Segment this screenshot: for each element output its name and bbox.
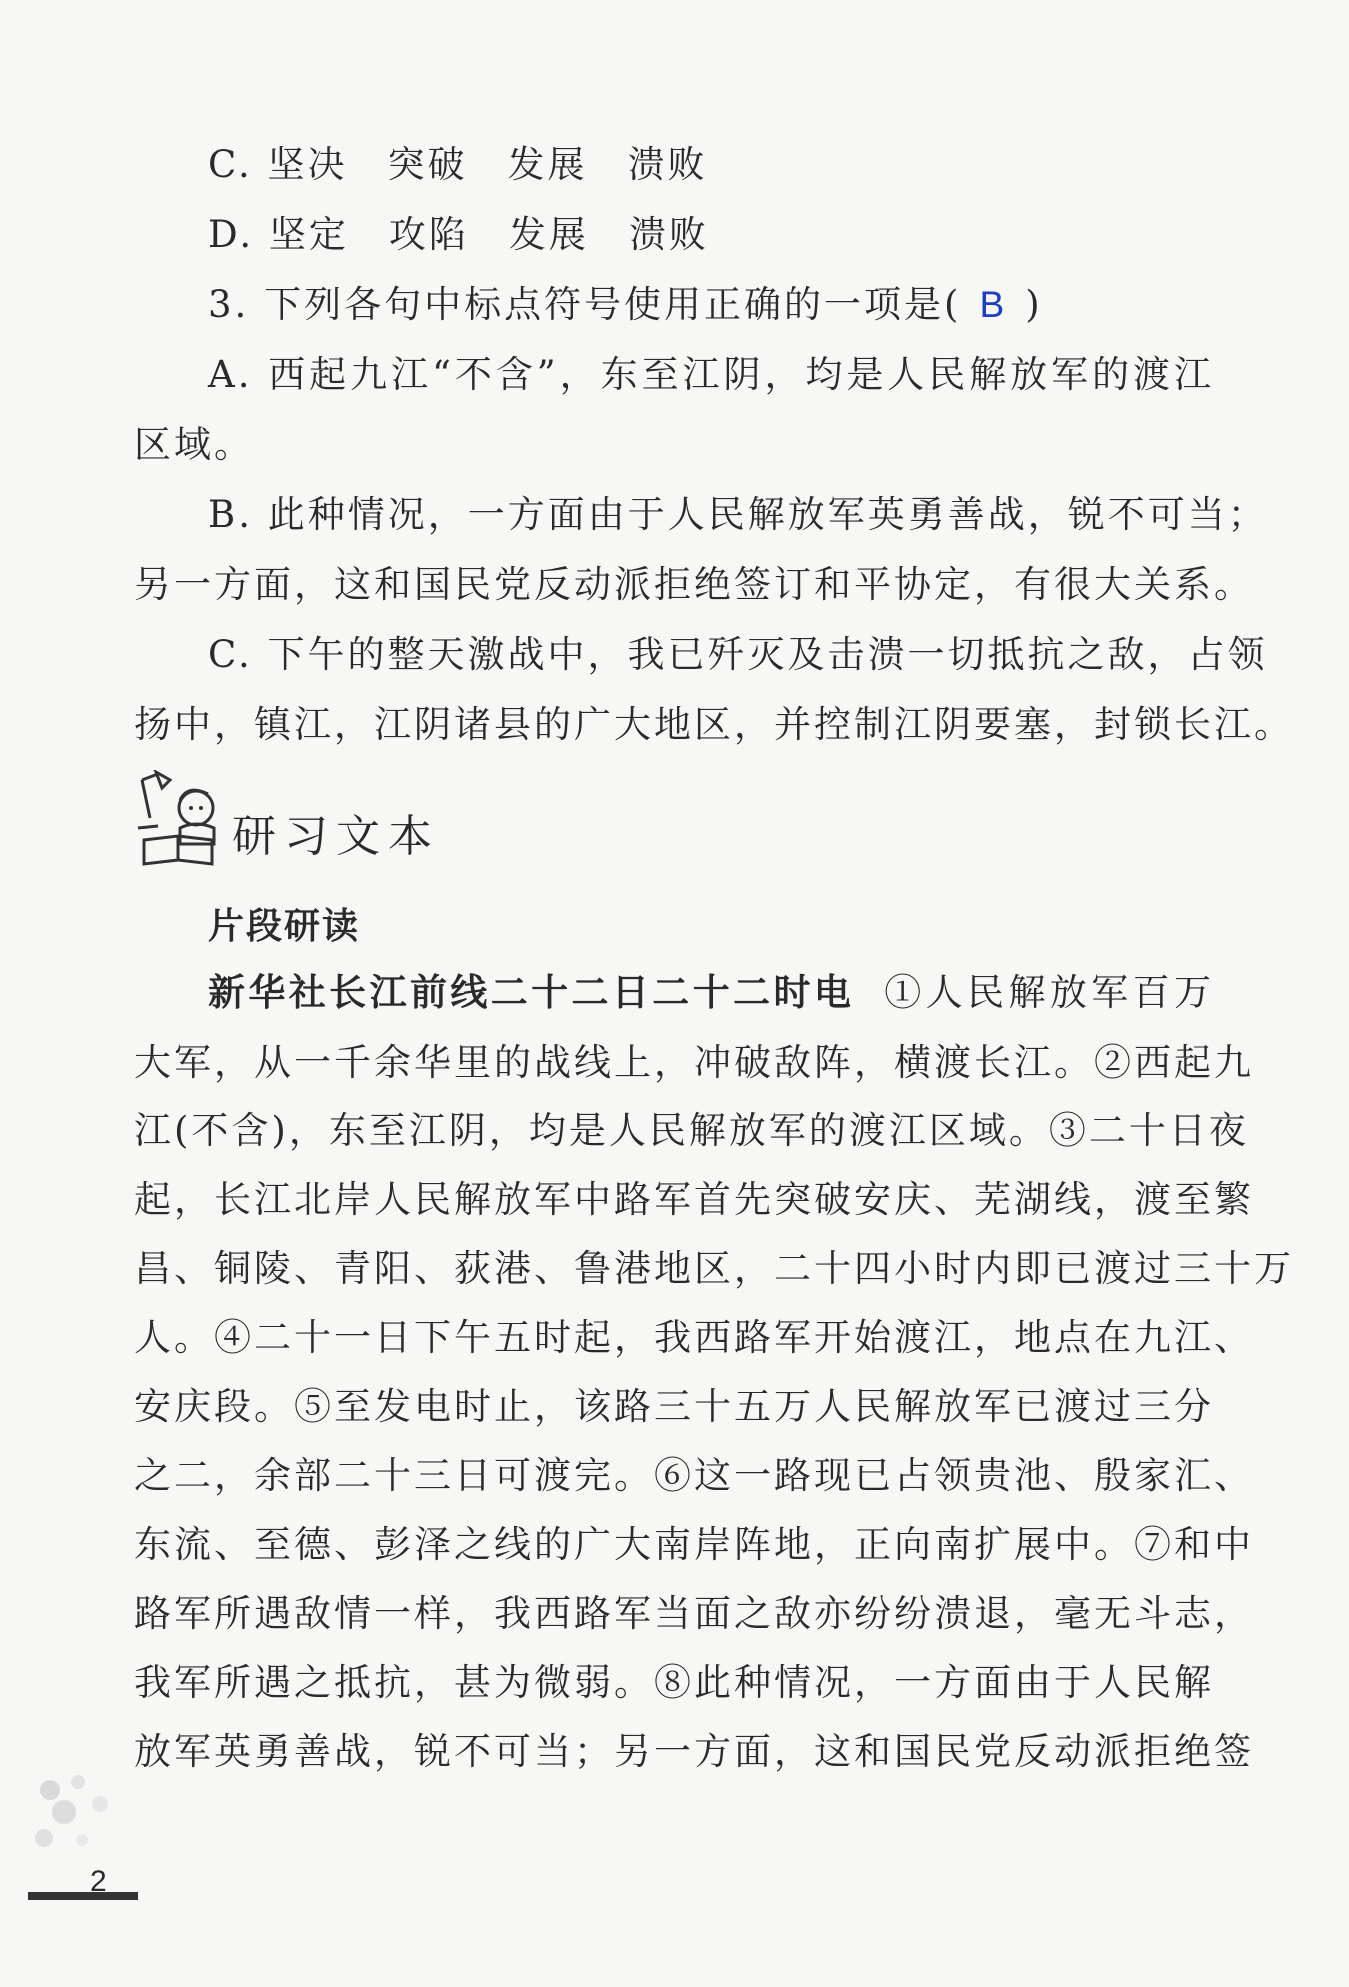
passage-line: 人。④二十一日下午五时起，我西路军开始渡江，地点在九江、 xyxy=(134,1316,1254,1359)
option-c-line-1: C. 下午的整天激战中，我已歼灭及击溃一切抵抗之敌，占领 xyxy=(208,633,1268,676)
option-d-line: D. 坚定 攻陷 发展 溃败 xyxy=(208,213,709,256)
question-3-answer: B xyxy=(979,284,1008,325)
question-3 xyxy=(208,280,1043,330)
question-3-close: ) xyxy=(1025,283,1043,326)
passage-line: 大军，从一千余华里的战线上，冲破敌阵，横渡长江。②西起九 xyxy=(134,1041,1254,1084)
passage-line: 江(不含)，东至江阴，均是人民解放军的渡江区域。③二十日夜 xyxy=(134,1109,1249,1152)
page-number: 2 xyxy=(90,1865,107,1898)
option-b-line-2: 另一方面，这和国民党反动派拒绝签订和平协定，有很大关系。 xyxy=(134,563,1254,606)
passage-lead-text: ①人民解放军百万 xyxy=(884,971,1215,1014)
option-b-line-1: B. 此种情况，一方面由于人民解放军英勇善战，锐不可当； xyxy=(208,493,1268,536)
passage-line: 东流、至德、彭泽之线的广大南岸阵地，正向南扩展中。⑦和中 xyxy=(134,1523,1254,1566)
passage-line: 之二，余部二十三日可渡完。⑥这一路现已占领贵池、殷家汇、 xyxy=(134,1454,1254,1497)
passage-line: 我军所遇之抵抗，甚为微弱。⑧此种情况，一方面由于人民解 xyxy=(134,1661,1214,1704)
passage-line: 昌、铜陵、青阳、荻港、鲁港地区，二十四小时内即已渡过三十万 xyxy=(134,1247,1294,1290)
passage-dateline: 新华社长江前线二十二日二十二时电 xyxy=(208,971,855,1014)
passage-line: 放军英勇善战，锐不可当；另一方面，这和国民党反动派拒绝签 xyxy=(134,1730,1254,1773)
passage-line-1 xyxy=(208,968,1214,1018)
subsection-title: 片段研读 xyxy=(208,906,361,947)
option-c-line: C. 坚决 突破 发展 溃败 xyxy=(208,143,708,186)
question-3-prompt: 3. 下列各句中标点符号使用正确的一项是( xyxy=(208,283,962,326)
corner-decoration xyxy=(20,1760,140,1880)
passage-line: 安庆段。⑤至发电时止，该路三十五万人民解放军已渡过三分 xyxy=(134,1385,1214,1428)
option-c-line-2: 扬中，镇江，江阴诸县的广大地区，并控制江阴要塞，封锁长江。 xyxy=(134,703,1294,746)
option-a-line-1: A. 西起九江“不含”，东至江阴，均是人民解放军的渡江 xyxy=(208,353,1214,396)
passage-line: 路军所遇敌情一样，我西路军当面之敌亦纷纷溃退，毫无斗志， xyxy=(134,1592,1254,1635)
page-number-bar xyxy=(28,1892,138,1900)
passage-line: 起，长江北岸人民解放军中路军首先突破安庆、芜湖线，渡至繁 xyxy=(134,1178,1254,1221)
student-reading-icon xyxy=(128,770,238,870)
option-a-line-2: 区域。 xyxy=(134,423,254,466)
section-title: 研习文本 xyxy=(232,811,440,862)
